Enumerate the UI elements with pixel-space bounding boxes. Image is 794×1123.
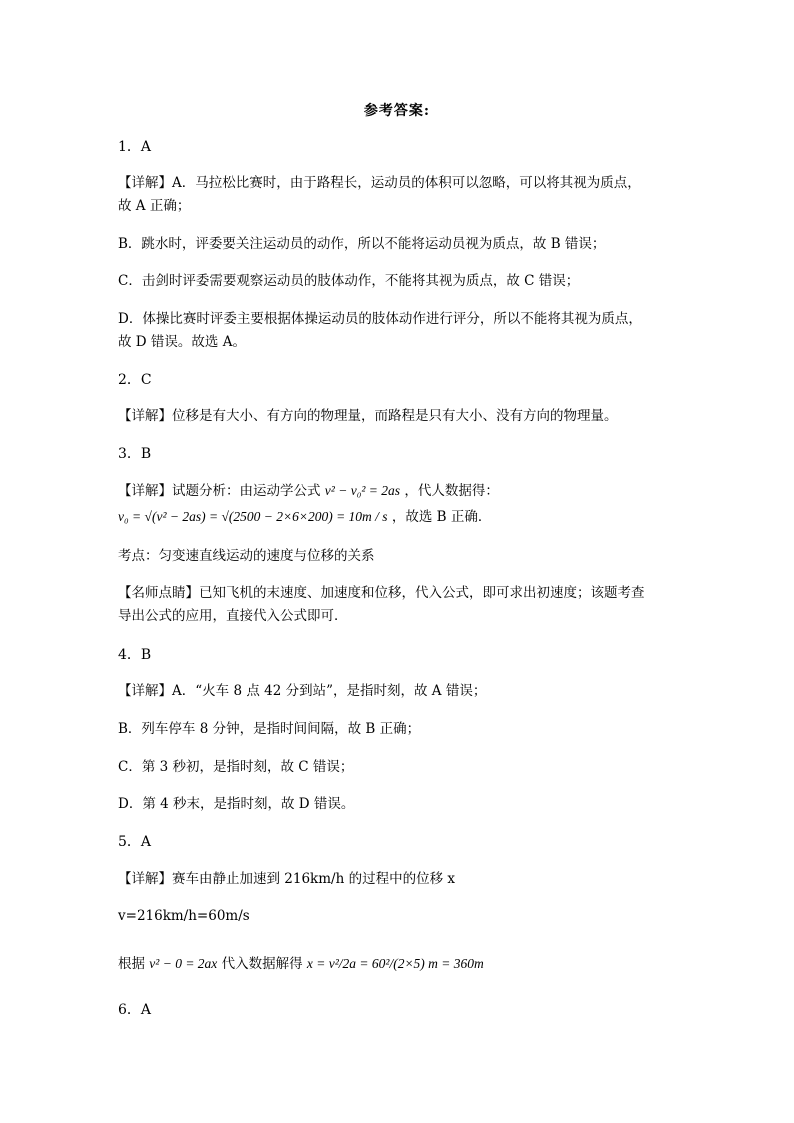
q6-answer: 6．A [118,1002,152,1018]
displacement-result: x = v²/2a = 60²/(2×5) m = 360m [306,956,484,971]
q3-line1-suffix: ，代人数据得： [404,483,499,499]
q1-explanation-line-3: B．跳水时，评委要关注运动员的动作，所以不能将运动员视为质点，故 B 错误； [118,236,606,252]
q4-explanation-line-1: 【详解】A．“火车 8 点 42 分到站”，是指时刻，故 A 错误； [118,683,487,699]
displacement-formula: v² − 0 = 2ax [149,956,218,971]
q1-explanation-line-4: C．击剑时评委需要观察运动员的肢体动作，不能将其视为质点，故 C 错误； [118,273,580,289]
q3-line2-suffix: ，故选 B 正确． [391,509,492,525]
q4-explanation-line-4: D．第 4 秒末，是指时刻，故 D 错误。 [118,796,355,812]
q4-explanation-line-2: B．列车停车 8 分钟，是指时间间隔，故 B 正确； [118,721,421,737]
q4-explanation-line-3: C．第 3 秒初，是指时刻，故 C 错误； [118,759,354,775]
q3-teacher-note-line-2: 导出公式的应用，直接代入公式即可． [118,608,348,624]
q1-explanation-line-2: 故 A 正确； [118,198,191,214]
q4-answer: 4．B [118,647,152,663]
q5-line3-middle: 代入数据解得 [221,956,303,972]
q1-answer: 1．A [118,139,152,155]
q5-answer: 5．A [118,834,152,850]
q1-explanation-line-5: D．体操比赛时评委主要根据体操运动员的肢体动作进行评分，所以不能将其视为质点， [118,311,642,327]
q3-explanation-line-1 [118,481,499,501]
q3-answer: 3．B [118,446,152,462]
page-title: 参考答案: [363,103,431,119]
q3-knowledge-point: 考点：匀变速直线运动的速度与位移的关系 [118,548,375,564]
q2-explanation-line-1: 【详解】位移是有大小、有方向的物理量，而路程是只有大小、没有方向的物理量。 [118,408,618,424]
q1-explanation-line-1: 【详解】A．马拉松比赛时，由于路程长，运动员的体积可以忽略，可以将其视为质点， [118,175,641,191]
q2-answer: 2．C [118,372,152,388]
q5-velocity-conversion: v=216km/h=60m/s [118,908,250,924]
q3-line1-prefix: 【详解】试题分析：由运动学公式 [118,483,321,499]
q1-explanation-line-6: 故 D 错误。故选 A。 [118,334,246,350]
q5-line3-prefix: 根据 [118,956,145,972]
initial-velocity-formula: v₀ = √(v² − 2as) = √(2500 − 2×6×200) = 10m / s [118,509,388,524]
q5-explanation-line-1: 【详解】赛车由静止加速到 216km/h 的过程中的位移 x [118,871,455,887]
q3-explanation-line-2 [118,507,491,527]
kinematics-formula: v² − v₀² = 2as [324,483,401,498]
q3-teacher-note-line-1: 【名师点睛】已知飞机的末速度、加速度和位移，代入公式，即可求出初速度；该题考查 [118,585,645,601]
q5-explanation-line-3 [118,954,484,974]
